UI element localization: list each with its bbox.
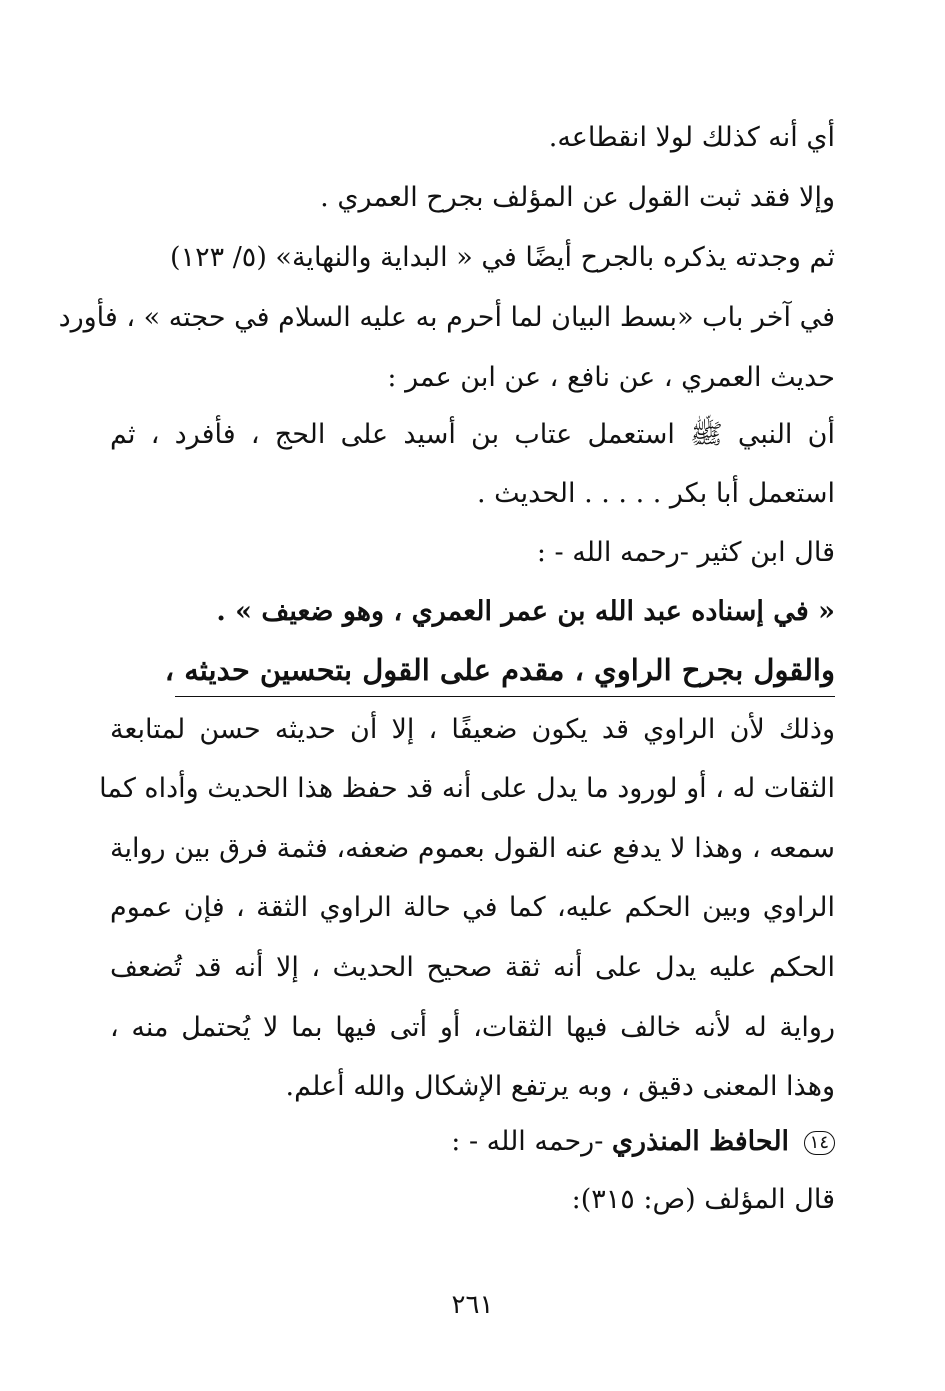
text-line: أي أنه كذلك لولا انقطاعه. bbox=[548, 122, 835, 153]
text-line: استعمل أبا بكر . . . . . الحديث . bbox=[476, 478, 835, 509]
quote-line: « في إسناده عبد الله بن عمر العمري ، وهو ضعيف » . bbox=[216, 596, 835, 627]
paragraph-line: رواية له لأنه خالف فيها الثقات، أو أتى فيها بما لا يُحتمل منه ، bbox=[110, 1012, 835, 1043]
paragraph-line: الحكم عليه يدل على أنه ثقة صحيح الحديث ، إلا أنه قد تُضعف bbox=[110, 952, 835, 983]
text-line: ثم وجدته يذكره بالجرح أيضًا في « البداية والنهاية» (٥/ ١٢٣) bbox=[170, 242, 835, 273]
text-line: في آخر باب «بسط البيان لما أحرم به عليه السلام في حجته » ، فأورد bbox=[58, 302, 835, 333]
text-line: أن النبي ﷺ استعمل عتاب بن أسيد على الحج ، فأفرد ، ثم bbox=[110, 419, 835, 450]
section-name: الحافظ المنذري bbox=[611, 1126, 790, 1157]
paragraph-line: سمعه ، وهذا لا يدفع عنه القول بعموم ضعفه، فثمة فرق بين رواية bbox=[110, 833, 835, 864]
paragraph-line: وهذا المعنى دقيق ، وبه يرتفع الإشكال والله أعلم. bbox=[285, 1071, 835, 1102]
section-title bbox=[451, 1122, 835, 1162]
page-number: ٢٦١ bbox=[451, 1290, 494, 1320]
section-number: ١٤ bbox=[804, 1131, 835, 1155]
paragraph-line: الثقات له ، أو لورود ما يدل على أنه قد حفظ هذا الحديث وأداه كما bbox=[99, 773, 835, 804]
text-line: قال ابن كثير -رحمه الله - : bbox=[536, 537, 835, 568]
paragraph-line: وذلك لأن الراوي قد يكون ضعيفًا ، إلا أن حديثه حسن لمتابعة bbox=[110, 714, 835, 745]
text-line: حديث العمري ، عن نافع ، عن ابن عمر : bbox=[387, 362, 835, 393]
paragraph-line: الراوي وبين الحكم عليه، كما في حالة الراوي الثقة ، فإن عموم bbox=[110, 892, 835, 923]
section-heading: والقول بجرح الراوي ، مقدم على القول بتحسين حديثه ، bbox=[175, 650, 835, 697]
section-suffix: -رحمه الله - : bbox=[451, 1126, 604, 1157]
text-line: وإلا فقد ثبت القول عن المؤلف بجرح العمري . bbox=[320, 182, 835, 213]
text-line: قال المؤلف (ص: ٣١٥): bbox=[571, 1184, 835, 1215]
